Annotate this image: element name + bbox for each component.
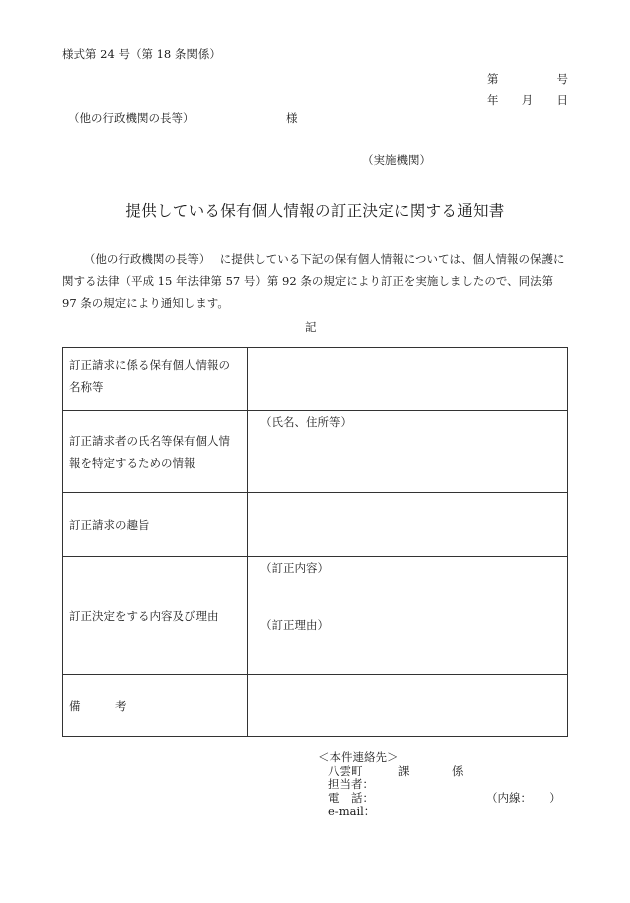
contact-department (318, 765, 561, 779)
phone-extension: （内線： ） (486, 790, 561, 805)
dept-section: 課 (398, 763, 410, 778)
addressee: （他の行政機関の長等） (68, 111, 195, 125)
remarks-field[interactable] (248, 675, 568, 737)
dept-town: 八雲町 (328, 763, 363, 778)
request-purpose-label: 訂正請求の趣旨 (63, 493, 248, 557)
detail-table (62, 347, 568, 737)
body-paragraph: （他の行政機関の長等） に提供している下記の保有個人情報については、個人情報の保護に関する法律（平成 15 年法律第 57 号）第 92 条の規定により訂正を実施しましたので、同法第 97 条の規定により通知します。 (62, 252, 565, 310)
requester-info-field[interactable] (248, 411, 568, 493)
remarks-label: 備 考 (63, 675, 248, 737)
dept-unit: 係 (452, 763, 464, 778)
correction-content-hint: （訂正内容） (260, 561, 329, 575)
date-year: 年 (487, 93, 499, 107)
issuing-agency: （実施機関） (362, 153, 431, 167)
phone-label: 電 話： (328, 790, 374, 805)
table-row (63, 675, 568, 737)
contact-phone (318, 792, 561, 806)
info-name-label: 訂正請求に係る保有個人情報の名称等 (63, 348, 248, 411)
table-row (63, 411, 568, 493)
contact-heading: ＜本件連絡先＞ (318, 750, 399, 764)
requester-info-hint: （氏名、住所等） (260, 415, 352, 429)
document-number-prefix: 第 (487, 72, 499, 86)
correction-decision-field[interactable] (248, 557, 568, 675)
form-number: 様式第 24 号（第 18 条関係） (62, 47, 221, 61)
table-row (63, 493, 568, 557)
document-title: 提供している保有個人情報の訂正決定に関する通知書 (125, 202, 505, 220)
contact-block (318, 751, 561, 819)
request-purpose-field[interactable] (248, 493, 568, 557)
info-name-field[interactable] (248, 348, 568, 411)
document-number-suffix: 号 (556, 72, 568, 86)
document-date (487, 92, 568, 108)
document-number (487, 71, 568, 87)
date-day: 日 (556, 93, 568, 107)
date-month: 月 (521, 93, 534, 107)
ki-heading: 記 (305, 320, 317, 334)
correction-reason-hint: （訂正理由） (260, 618, 329, 632)
table-row (63, 557, 568, 675)
contact-email-label: e-mail： (328, 804, 376, 818)
requester-info-label: 訂正請求者の氏名等保有個人情報を特定するための情報 (63, 411, 248, 493)
honorific: 様 (286, 111, 298, 125)
correction-decision-label: 訂正決定をする内容及び理由 (63, 557, 248, 675)
contact-person-label: 担当者： (328, 777, 374, 791)
table-row (63, 348, 568, 411)
